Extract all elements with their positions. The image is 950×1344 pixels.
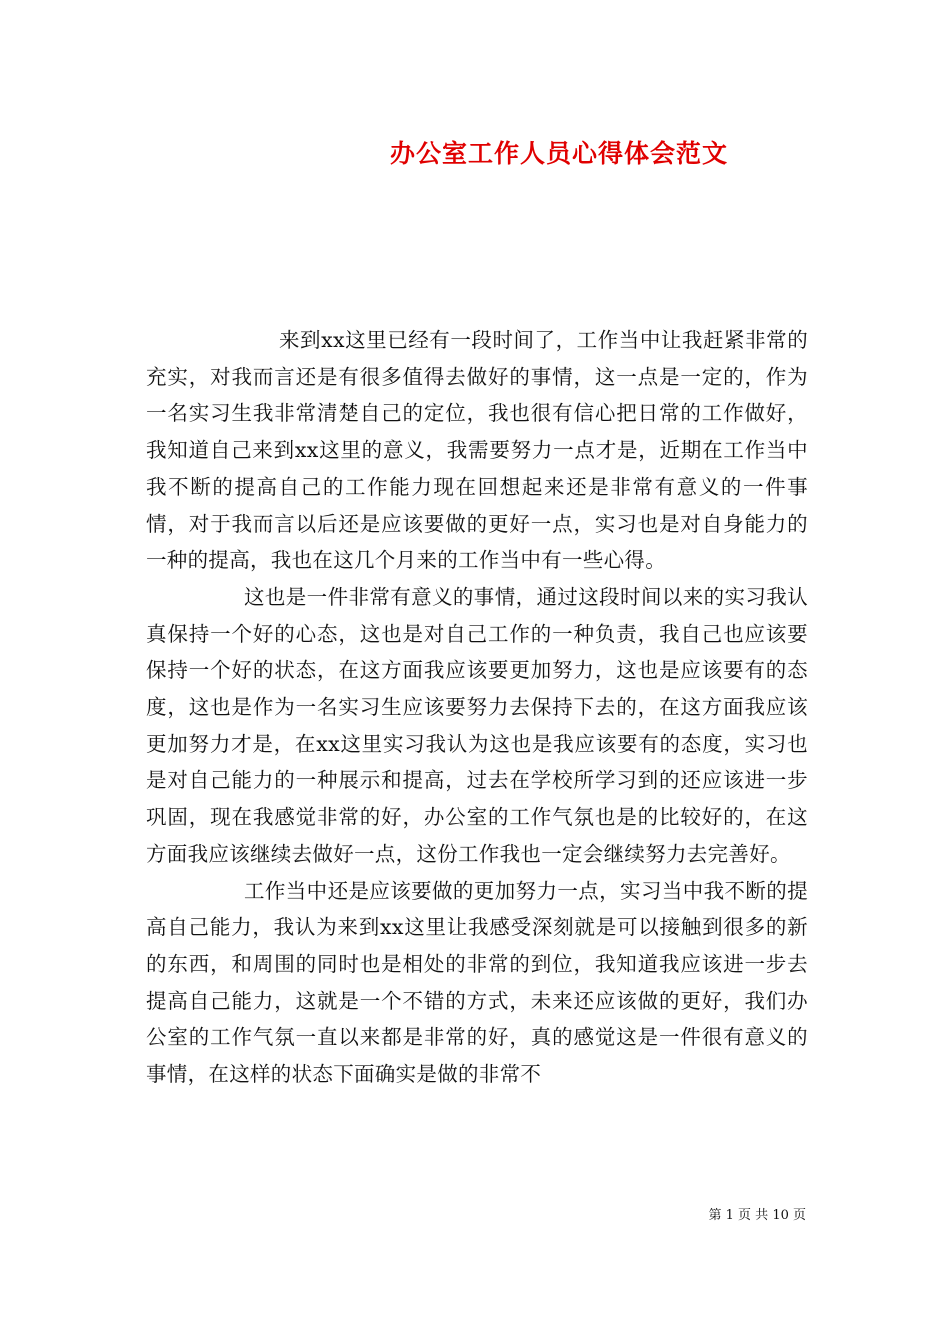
paragraph-3: 工作当中还是应该要做的更加努力一点，实习当中我不断的提高自己能力，我认为来到xx这里让我感受深刻就是可以接触到很多的新的东西，和周围的同时也是相处的非常的到位，我知道我应该进一步去提高自己能力，这就是一个不错的方式，未来还应该做的更好，我们办公室的工作气氛一直以来都是非常的好，真的感觉这是一件很有意义的事情，在这样的状态下面确实是做的非常不 — [146, 878, 808, 1087]
page-number-footer: 第 1 页 共 10 页 — [708, 1208, 806, 1223]
paragraph-1: 来到xx这里已经有一段时间了，工作当中让我赶紧非常的充实，对我而言还是有很多值得去做好的事情，这一点是一定的，作为一名实习生我非常清楚自己的定位，我也很有信心把日常的工作做好，我知道自己来到xx这里的意义，我需要努力一点才是，近期在工作当中我不断的提高自己的工作能力现在回想起来还是非常有意义的一件事情，对于我而言以后还是应该要做的更好一点，实习也是对自身能力的一种的提高，我也在这几个月来的工作当中有一些心得。 — [146, 328, 808, 573]
paragraph-2: 这也是一件非常有意义的事情，通过这段时间以来的实习我认真保持一个好的心态，这也是对自己工作的一种负责，我自己也应该要保持一个好的状态，在这方面我应该要更加努力，这也是应该要有的态度，这也是作为一名实习生应该要努力去保持下去的，在这方面我应该更加努力才是，在xx这里实习我认为这也是我应该要有的态度，实习也是对自己能力的一种展示和提高，过去在学校所学习到的还应该进一步巩固，现在我感觉非常的好，办公室的工作气氛也是的比较好的，在这方面我应该继续去做好一点，这份工作我也一定会继续努力去完善好。 — [146, 584, 808, 866]
document-body — [146, 322, 808, 1093]
document-title: 办公室工作人员心得体会范文 — [390, 139, 729, 168]
